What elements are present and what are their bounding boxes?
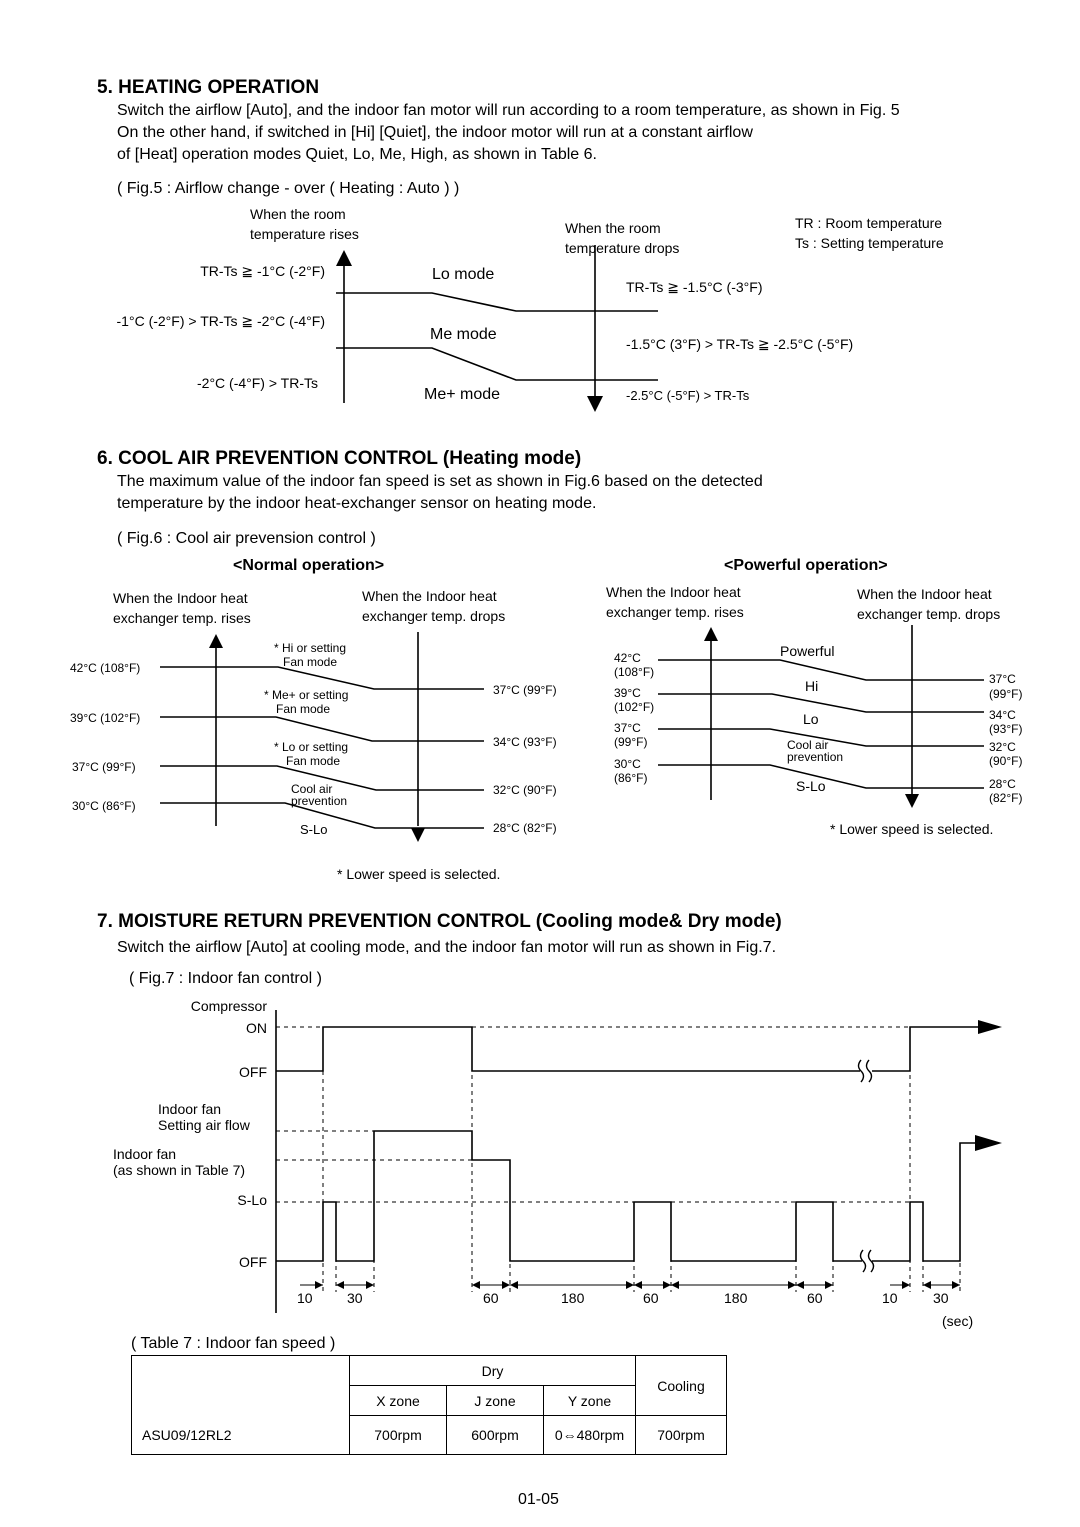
powerful-left-37c: 37°C	[614, 721, 641, 735]
powerful-cool-air-label-2: prevention	[787, 750, 844, 764]
fig5-right-threshold-3: -2.5°C (-5°F) > TR-Ts	[626, 388, 750, 403]
powerful-cool-air-label-1: Cool air	[787, 738, 829, 752]
fig7-fan-setting-label-1: Indoor fan	[158, 1101, 222, 1117]
table7-model: ASU09/12RL2	[132, 1416, 350, 1455]
fig7-time-60: 60	[483, 1290, 499, 1306]
section-6-text-line-2: temperature by the indoor heat-exchanger sensor on heating mode.	[117, 495, 597, 512]
normal-lo-label-2: Fan mode	[286, 754, 341, 768]
fig7-time-60b: 60	[643, 1290, 659, 1306]
fig7-off-label: OFF	[239, 1064, 267, 1080]
normal-drops-label-2: exchanger temp. drops	[362, 608, 506, 624]
powerful-left-99f: (99°F)	[614, 735, 648, 749]
powerful-left-86f: (86°F)	[614, 771, 648, 785]
fig7-time-30: 30	[347, 1290, 363, 1306]
fig5-lo-mode: Lo mode	[432, 266, 495, 283]
fig7-slo-label: S-Lo	[237, 1192, 267, 1208]
powerful-right-37c: 37°C	[989, 672, 1016, 686]
table7-x-zone: X zone	[350, 1386, 447, 1416]
normal-hi-label-1: * Hi or setting	[274, 641, 347, 655]
table7-empty-header	[132, 1356, 350, 1416]
powerful-right-99f: (99°F)	[989, 687, 1023, 701]
section-5-text-line-1: Switch the airflow [Auto], and the indoor fan motor will run according to a room temperature, as shown in Fig. 5	[117, 102, 900, 119]
fig5-rises-label-2: temperature rises	[250, 226, 359, 242]
fig7-time-10: 10	[297, 1290, 313, 1306]
normal-me-label-1: * Me+ or setting	[264, 688, 349, 702]
fig7-time-30b: 30	[933, 1290, 949, 1306]
section-6-heading: 6. COOL AIR PREVENTION CONTROL (Heating mode)	[97, 448, 582, 469]
fig7-time-180: 180	[561, 1290, 585, 1306]
section-7-text-line-1: Switch the airflow [Auto] at cooling mode, and the indoor fan motor will run as shown in Fig.7.	[117, 939, 777, 956]
fig5-caption: ( Fig.5 : Airflow change - over ( Heating : Auto ) )	[117, 180, 460, 197]
normal-rises-label-2: exchanger temp. rises	[113, 610, 251, 626]
fig7-fan-table-label-1: Indoor fan	[113, 1146, 177, 1162]
powerful-left-39c: 39°C	[614, 686, 641, 700]
fig5-left-threshold-1: TR-Ts ≧ -1°C (-2°F)	[200, 263, 325, 279]
fig7-caption: ( Fig.7 : Indoor fan control )	[129, 970, 322, 987]
section-5-heading: 5. HEATING OPERATION	[97, 77, 320, 98]
powerful-mode-hi: Hi	[805, 678, 819, 694]
section-7-heading: 7. MOISTURE RETURN PREVENTION CONTROL (Cooling mode& Dry mode)	[97, 911, 782, 932]
powerful-mode-slo: S-Lo	[796, 778, 826, 794]
normal-rises-label-1: When the Indoor heat	[113, 590, 248, 606]
powerful-left-108f: (108°F)	[614, 665, 655, 679]
normal-lo-label-1: * Lo or setting	[274, 740, 349, 754]
page-number: 01-05	[518, 1491, 559, 1508]
fig5-right-threshold-2: -1.5°C (3°F) > TR-Ts ≧ -2.5°C (-5°F)	[626, 336, 854, 352]
normal-drops-label-1: When the Indoor heat	[362, 588, 497, 604]
table7-cooling-header: Cooling	[636, 1356, 727, 1416]
powerful-left-30c: 30°C	[614, 757, 641, 771]
fig5-rises-label-1: When the room	[250, 206, 346, 222]
normal-right-32c: 32°C (90°F)	[493, 783, 557, 797]
normal-right-37c: 37°C (99°F)	[493, 683, 557, 697]
powerful-rises-label-1: When the Indoor heat	[606, 584, 741, 600]
powerful-rises-label-2: exchanger temp. rises	[606, 604, 744, 620]
fig7-on-label: ON	[246, 1020, 267, 1036]
table7-caption: ( Table 7 : Indoor fan speed )	[131, 1335, 336, 1352]
normal-me-label-2: Fan mode	[276, 702, 331, 716]
fig5-right-threshold-1: TR-Ts ≧ -1.5°C (-3°F)	[626, 279, 763, 295]
fig7-off-label-2: OFF	[239, 1254, 267, 1270]
normal-left-42c: 42°C (108°F)	[70, 661, 141, 675]
fig5-legend-tr: TR : Room temperature	[795, 215, 943, 231]
fig5-drops-label-2: temperature drops	[565, 240, 680, 256]
powerful-mode-lo: Lo	[803, 711, 819, 727]
table7-j-zone: J zone	[447, 1386, 544, 1416]
normal-left-39c: 39°C (102°F)	[70, 711, 141, 725]
powerful-operation-title: <Powerful operation>	[724, 557, 888, 574]
normal-note: * Lower speed is selected.	[337, 866, 501, 882]
indoor-fan-speed-table	[131, 1355, 727, 1455]
section-6-text-line-1: The maximum value of the indoor fan speed is set as shown in Fig.6 based on the detected	[117, 473, 763, 490]
powerful-right-90f: (90°F)	[989, 754, 1023, 768]
normal-slo-label: S-Lo	[300, 822, 328, 837]
normal-hi-label-2: Fan mode	[283, 655, 338, 669]
powerful-left-102f: (102°F)	[614, 700, 655, 714]
fig7-time-180b: 180	[724, 1290, 748, 1306]
fig7-fan-setting-label-2: Setting air flow	[158, 1117, 250, 1133]
table7-cooling-value: 700rpm	[636, 1416, 727, 1455]
powerful-drops-label-2: exchanger temp. drops	[857, 606, 1001, 622]
powerful-right-34c: 34°C	[989, 708, 1016, 722]
table7-y-zone: Y zone	[544, 1386, 636, 1416]
normal-operation-title: <Normal operation>	[233, 557, 385, 574]
powerful-left-42c: 42°C	[614, 651, 641, 665]
powerful-mode-powerful: Powerful	[780, 643, 835, 659]
table7-dry-header: Dry	[350, 1356, 636, 1386]
fig5-legend-ts: Ts : Setting temperature	[795, 235, 944, 251]
powerful-right-32c: 32°C	[989, 740, 1016, 754]
normal-cool-air-label-2: prevention	[291, 794, 348, 808]
powerful-note: * Lower speed is selected.	[830, 821, 994, 837]
fig7-compressor-label: Compressor	[190, 998, 267, 1014]
fig5-me-mode: Me mode	[430, 326, 497, 343]
table7-x-zone-value: 700rpm	[350, 1416, 447, 1455]
table7-y-zone-value: 0⇔480rpm	[544, 1416, 636, 1455]
powerful-drops-label-1: When the Indoor heat	[857, 586, 992, 602]
fig5-drops-label-1: When the room	[565, 220, 661, 236]
normal-cool-air-label-1: Cool air	[291, 782, 333, 796]
powerful-right-82f: (82°F)	[989, 791, 1023, 805]
section-5-text-line-2: On the other hand, if switched in [Hi] [Quiet], the indoor motor will run at a constant airflow	[117, 124, 753, 141]
fig5-me-plus-mode: Me+ mode	[424, 386, 501, 403]
fig5-left-threshold-2: -1°C (-2°F) > TR-Ts ≧ -2°C (-4°F)	[116, 313, 325, 329]
normal-left-37c: 37°C (99°F)	[72, 760, 136, 774]
fig7-time-60c: 60	[807, 1290, 823, 1306]
fig7-fan-table-label-2: (as shown in Table 7)	[113, 1162, 246, 1178]
fig7-unit-sec: (sec)	[942, 1313, 974, 1329]
section-5-text-line-3: of [Heat] operation modes Quiet, Lo, Me, High, as shown in Table 6.	[117, 146, 597, 163]
table7-j-zone-value: 600rpm	[447, 1416, 544, 1455]
normal-left-30c: 30°C (86°F)	[72, 799, 136, 813]
normal-right-28c: 28°C (82°F)	[493, 821, 557, 835]
powerful-right-28c: 28°C	[989, 777, 1016, 791]
fig6-caption: ( Fig.6 : Cool air prevension control )	[117, 530, 376, 547]
fig7-time-10b: 10	[882, 1290, 898, 1306]
fig5-left-threshold-3: -2°C (-4°F) > TR-Ts	[197, 375, 318, 391]
normal-right-34c: 34°C (93°F)	[493, 735, 557, 749]
powerful-right-93f: (93°F)	[989, 722, 1023, 736]
